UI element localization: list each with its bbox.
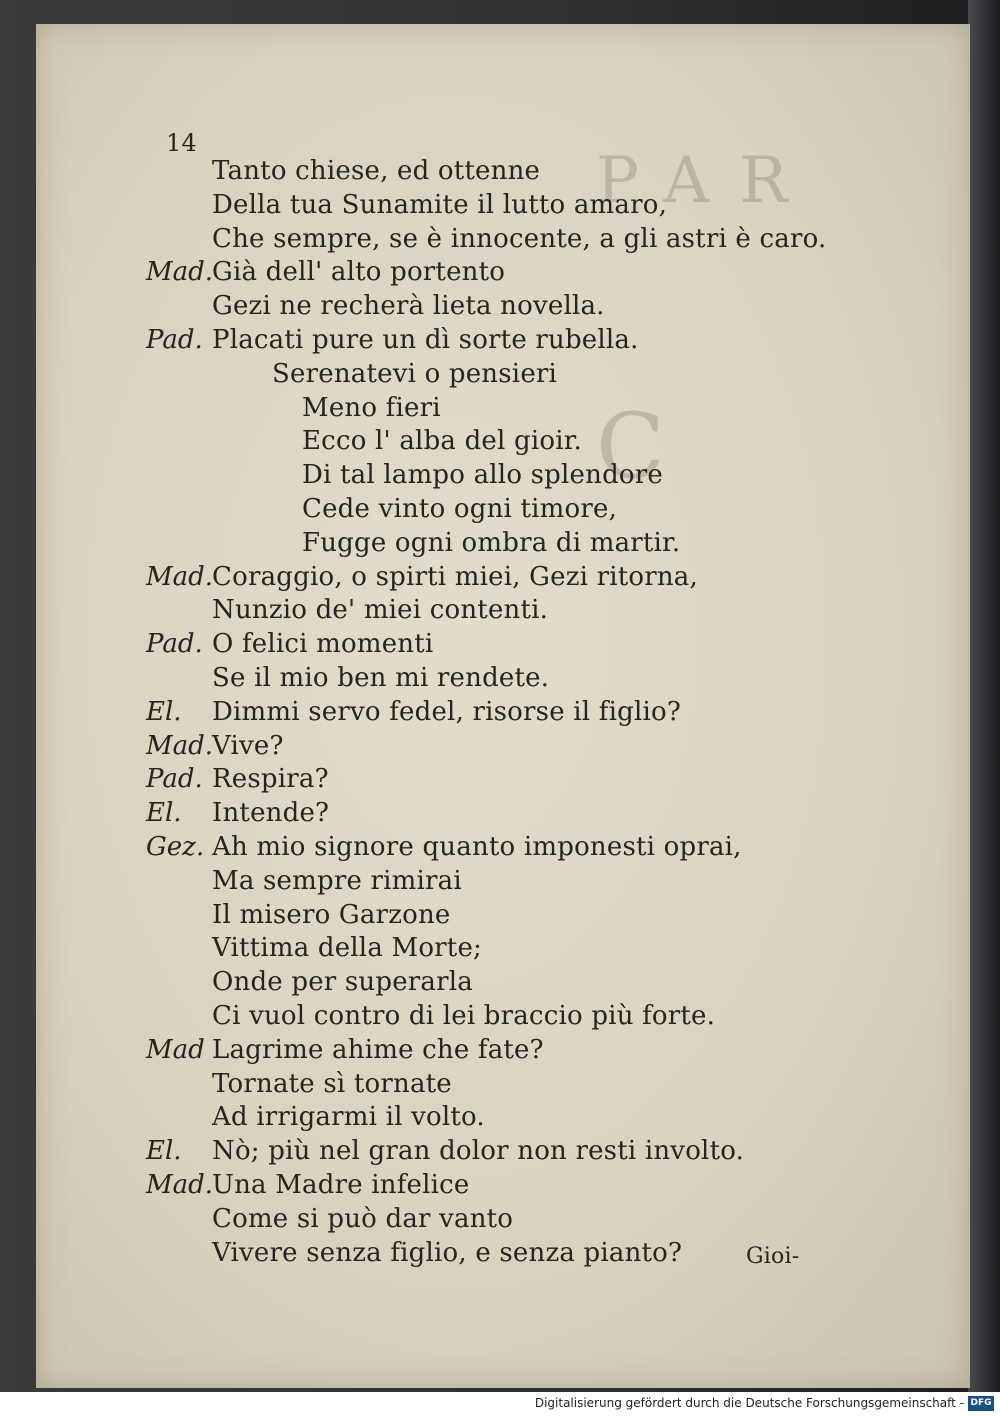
speaker-label: El.	[146, 696, 182, 727]
verse-line: Ma sempre rimirai	[212, 865, 462, 896]
verse-line: Di tal lampo allo splendore	[302, 460, 663, 491]
verse-line: Una Madre infelice	[212, 1170, 470, 1200]
show-through: C	[596, 394, 665, 499]
footer-bar	[0, 1392, 1000, 1416]
verse-line: Nunzio de' miei contenti.	[212, 595, 549, 626]
footer-credit: Digitalisierung gefördert durch die Deutsche Forschungsgemeinschaft -	[534, 1396, 964, 1410]
verse-line: Serenatevi o pensieri	[272, 358, 558, 389]
verse-line: Tanto chiese, ed ottenne	[212, 156, 541, 186]
verse-line: Respira?	[212, 764, 329, 795]
verse-line: Che sempre, se è innocente, a gli astri è caro.	[212, 223, 827, 254]
speaker-label: Mad.	[146, 1170, 214, 1200]
speaker-label: El.	[146, 798, 182, 829]
show-through: PAR	[596, 144, 818, 218]
speaker-label: Mad.	[146, 561, 214, 592]
verse-line: Meno fieri	[302, 392, 441, 423]
verse-line: Ad irrigarmi il volto.	[212, 1102, 485, 1133]
verse-line: Lagrime ahime che fate?	[212, 1034, 544, 1065]
verse-line: Il misero Garzone	[212, 899, 451, 930]
dfg-logo: DFG	[968, 1396, 994, 1411]
verse-line: Gezi ne recherà lieta novella.	[212, 291, 605, 322]
speaker-label: Pad.	[146, 325, 203, 355]
verse-line: Se il mio ben mi rendete.	[212, 663, 550, 693]
verse-line: Ecco l' alba del gioir.	[302, 426, 582, 457]
book-edge	[968, 0, 1000, 1392]
speaker-label: Gez.	[146, 832, 205, 862]
verse-line: Placati pure un dì sorte rubella.	[212, 325, 639, 355]
speaker-label: Mad	[146, 1034, 205, 1065]
verse-line: Ci vuol contro di lei braccio più forte.	[212, 1001, 716, 1031]
speaker-label: Mad.	[146, 730, 214, 761]
verse-line: Come si può dar vanto	[212, 1203, 514, 1234]
verse-line: Della tua Sunamite il lutto amaro,	[212, 189, 668, 220]
verse-line: Tornate sì tornate	[212, 1068, 452, 1099]
verse-line: O felici momenti	[212, 629, 434, 660]
verse-line: Intende?	[212, 798, 330, 829]
speaker-label: Mad.	[146, 257, 214, 288]
verse-line: Cede vinto ogni timore,	[302, 494, 618, 524]
verse-line: Vivere senza figlio, e senza pianto?	[212, 1237, 683, 1268]
verse-line: Già dell' alto portento	[212, 257, 506, 288]
book-page	[36, 24, 970, 1388]
verse-line: Vive?	[212, 730, 284, 761]
speaker-label: Pad.	[146, 629, 203, 660]
verse-line: Vittima della Morte;	[212, 933, 482, 964]
verse-line: Dimmi servo fedel, risorse il figlio?	[212, 696, 681, 727]
verse-line: Fugge ogni ombra di martir.	[302, 527, 681, 558]
page-number: 14	[166, 129, 197, 157]
speaker-label: Pad.	[146, 764, 203, 795]
verse-line: Coraggio, o spirti miei, Gezi ritorna,	[212, 561, 698, 592]
verse-line: Nò; più nel gran dolor non resti involto.	[212, 1136, 745, 1167]
verse-line: Onde per superarla	[212, 967, 473, 998]
verse-line: Ah mio signore quanto imponesti oprai,	[212, 832, 742, 862]
speaker-label: El.	[146, 1136, 182, 1167]
catchword: Gioi-	[746, 1244, 800, 1269]
